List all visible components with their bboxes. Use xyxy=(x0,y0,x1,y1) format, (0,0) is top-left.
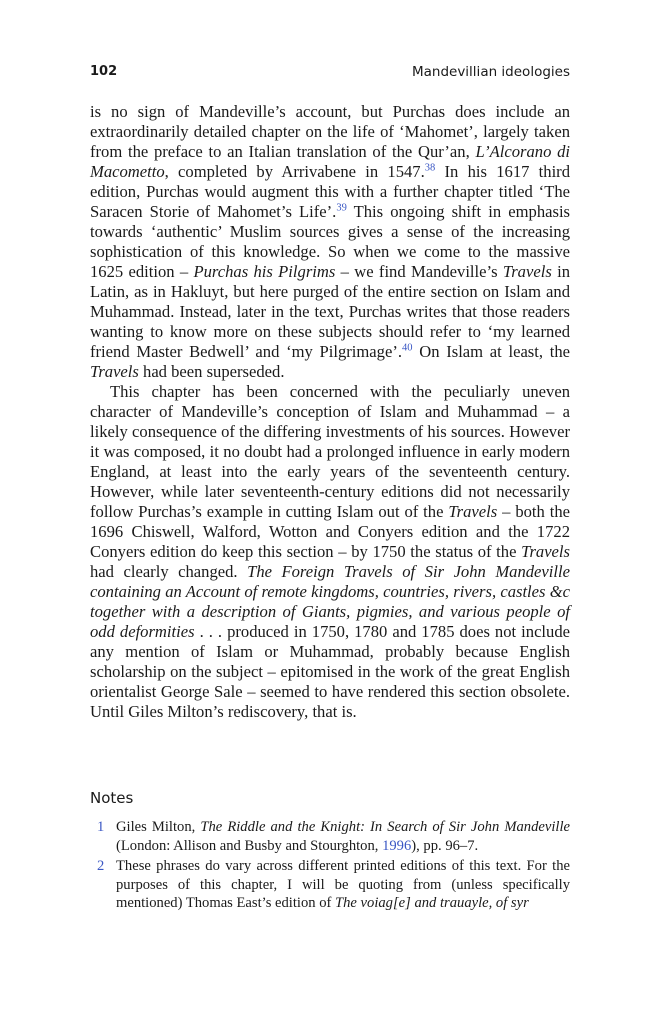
italic-title: The Riddle and the Knight: In Search of Sir John Mandeville xyxy=(200,819,570,835)
italic-title: Travels xyxy=(502,262,552,281)
paragraph-1-text: in Latin, as in Hakluyt, but here purged of the entire section on Islam and Muhammad. Instead, later in the text, Purchas writes that those readers wanting to know more on these subjects should refer to ‘my learned friend Master Bedwell’ and ‘my Pilgrimage’. xyxy=(90,262,570,361)
note-text: (London: Allison and Busby and Stourghton, xyxy=(116,837,383,854)
paragraph-2-text: This chapter has been concerned with the peculiarly uneven character of Mandeville’s conception of Islam and Muhammad – a likely consequence of the differing investments of his sources. However it was composed, it no doubt had a prolonged influence in early modern England, at least into the early years of the seventeenth century. However, while later seventeenth-century editions did not necessarily follow Purchas’s example in cutting Islam out of the xyxy=(90,382,570,521)
paragraph-2-text: . . . produced in 1750, 1780 and 1785 does not include any mention of Islam or Muhammad, probably because English scholarship on the subject – epitomised in the work of the great English orientalist George Sale – seemed to have rendered this section obsolete. Until Giles Milton’s rediscovery, that is. xyxy=(90,622,570,721)
paragraph-1-text: – we find Mandeville’s xyxy=(335,262,503,281)
note-number-2[interactable]: 2 xyxy=(97,858,105,874)
italic-title: Travels xyxy=(90,362,139,381)
page-number: 102 xyxy=(90,64,118,79)
paragraph-2-text: had clearly changed. xyxy=(90,562,248,581)
paragraph-2 xyxy=(90,382,570,722)
italic-title: The voiag[e] and trauayle, of syr xyxy=(335,895,529,911)
italic-title: Travels xyxy=(448,502,498,521)
note-text: ), pp. 96–7. xyxy=(411,837,479,854)
paragraph-1-text: This ongoing shift in emphasis towards ‘authentic’ Muslim sources gives a sense of the increasing sophistication of this knowledge. So when we come to the massive 1625 edition – xyxy=(90,202,571,281)
note-number-1[interactable]: 1 xyxy=(97,819,105,835)
note-1 xyxy=(90,818,570,855)
note-text: Giles Milton, xyxy=(116,819,201,835)
note-2 xyxy=(90,857,570,913)
italic-title: L’Alcorano di Macometto xyxy=(90,142,570,181)
citation-year-link[interactable]: 1996 xyxy=(382,837,412,854)
italic-title: Travels xyxy=(521,542,570,561)
italic-title: The Foreign Travels of Sir John Mandeville containing an Account of remote kingdoms, countries, rivers, castles &c together with a description of Giants, pigmies, and various people of odd deformities xyxy=(90,562,570,641)
paragraph-1-text: , completed by Arrivabene in 1547. xyxy=(164,162,425,181)
paragraph-1-text: had been superseded. xyxy=(138,362,285,381)
running-head-title: Mandevillian ideologies xyxy=(411,64,570,80)
body-text xyxy=(90,102,570,722)
paragraph-1-text: On Islam at least, the xyxy=(412,342,570,361)
running-head xyxy=(90,64,570,86)
note-reference-39[interactable]: 39 xyxy=(336,202,347,214)
note-reference-38[interactable]: 38 xyxy=(424,162,436,174)
paragraph-1-text: is no sign of Mandeville’s account, but Purchas does include an extraordinarily detailed chapter on the life of ‘Mahomet’, largely taken from the preface to an Italian translation of the Qur’an, xyxy=(90,102,570,161)
italic-title: Purchas his Pilgrims xyxy=(193,262,336,281)
note-text: These phrases do vary across different printed editions of this text. For the purposes of this chapter, I will be quoting from (unless specifically mentioned) Thomas East’s edition of xyxy=(116,858,570,911)
note-reference-40[interactable]: 40 xyxy=(402,342,413,354)
paragraph-1-text: In his 1617 third edition, Purchas would augment this with a further chapter titled ‘The Saracen Storie of Mahomet’s Life’. xyxy=(90,162,571,221)
notes-heading: Notes xyxy=(90,789,134,807)
paragraph-2-text: – both the 1696 Chiswell, Walford, Wotton and Conyers edition and the 1722 Conyers edition do keep this section – by 1750 the status of the xyxy=(90,502,570,561)
notes-list xyxy=(90,818,570,915)
paragraph-1 xyxy=(90,102,570,382)
